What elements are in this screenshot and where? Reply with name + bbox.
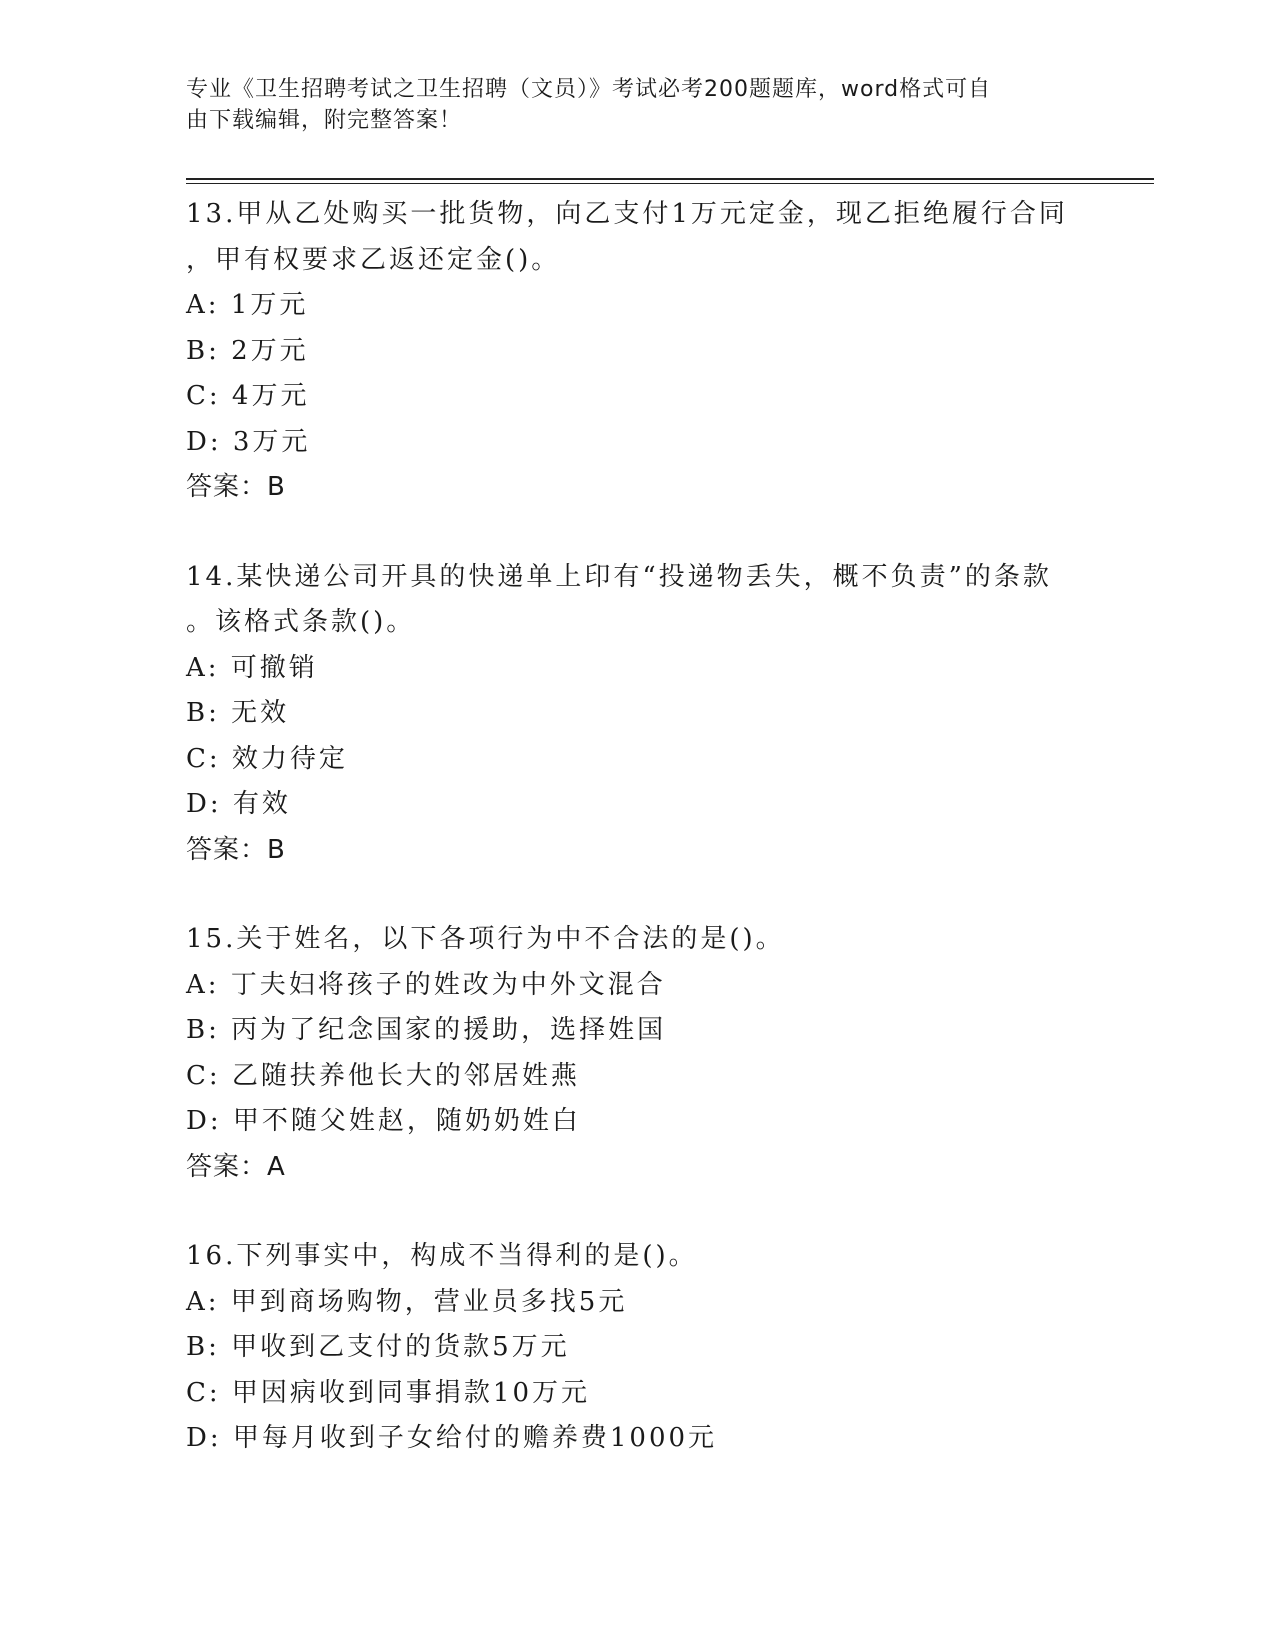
option-c: C: 甲因病收到同事捐款10万元: [186, 1377, 591, 1408]
answer: 答案：B: [186, 834, 286, 865]
question-16: [186, 1234, 1106, 1462]
option-a: A: 丁夫妇将孩子的姓改为中外文混合: [186, 969, 666, 1000]
option-b: B: 2万元: [186, 335, 309, 366]
option-b: B: 甲收到乙支付的货款5万元: [186, 1332, 570, 1362]
question-14: [186, 555, 1106, 874]
option-a: A: 可撤销: [186, 652, 318, 683]
header-rule-thin: [186, 183, 1154, 184]
option-b: B: 丙为了纪念国家的援助，选择姓国: [186, 1015, 667, 1045]
answer: 答案：B: [186, 472, 286, 502]
question-stem: 15.关于姓名，以下各项行为中不合法的是()。: [186, 924, 785, 954]
header-rule-thick: [186, 178, 1154, 180]
question-15: [186, 917, 1106, 1190]
question-stem: 16.下列事实中，构成不当得利的是()。: [186, 1241, 698, 1271]
option-d: D: 3万元: [186, 426, 311, 457]
option-c: C: 4万元: [186, 381, 310, 411]
header-line-2: 由下载编辑，附完整答案！: [186, 108, 463, 133]
question-stem: 13.甲从乙处购买一批货物，向乙支付1万元定金，现乙拒绝履行合同: [186, 199, 1068, 229]
question-13: [186, 192, 1106, 511]
question-stem-continued: 。该格式条款()。: [186, 607, 416, 637]
option-c: C: 乙随扶养他长大的邻居姓燕: [186, 1060, 580, 1091]
option-d: D: 有效: [186, 789, 291, 819]
option-c: C: 效力待定: [186, 743, 348, 774]
header-line-1: 专业《卫生招聘考试之卫生招聘（文员）》考试必考200题题库，word格式可自: [186, 77, 992, 102]
option-d: D: 甲每月收到子女给付的赡养费1000元: [186, 1423, 718, 1453]
option-a: A: 1万元: [186, 290, 309, 320]
question-stem: 14.某快递公司开具的快递单上印有“投递物丢失，概不负责”的条款: [186, 561, 1052, 592]
question-list: [186, 192, 1106, 1506]
answer: 答案：A: [186, 1151, 286, 1182]
document-header: [186, 74, 1086, 136]
option-b: B: 无效: [186, 698, 290, 728]
option-d: D: 甲不随父姓赵，随奶奶姓白: [186, 1106, 581, 1136]
question-stem-continued: ，甲有权要求乙返还定金()。: [186, 244, 561, 275]
option-a: A: 甲到商场购物，营业员多找5元: [186, 1286, 628, 1317]
